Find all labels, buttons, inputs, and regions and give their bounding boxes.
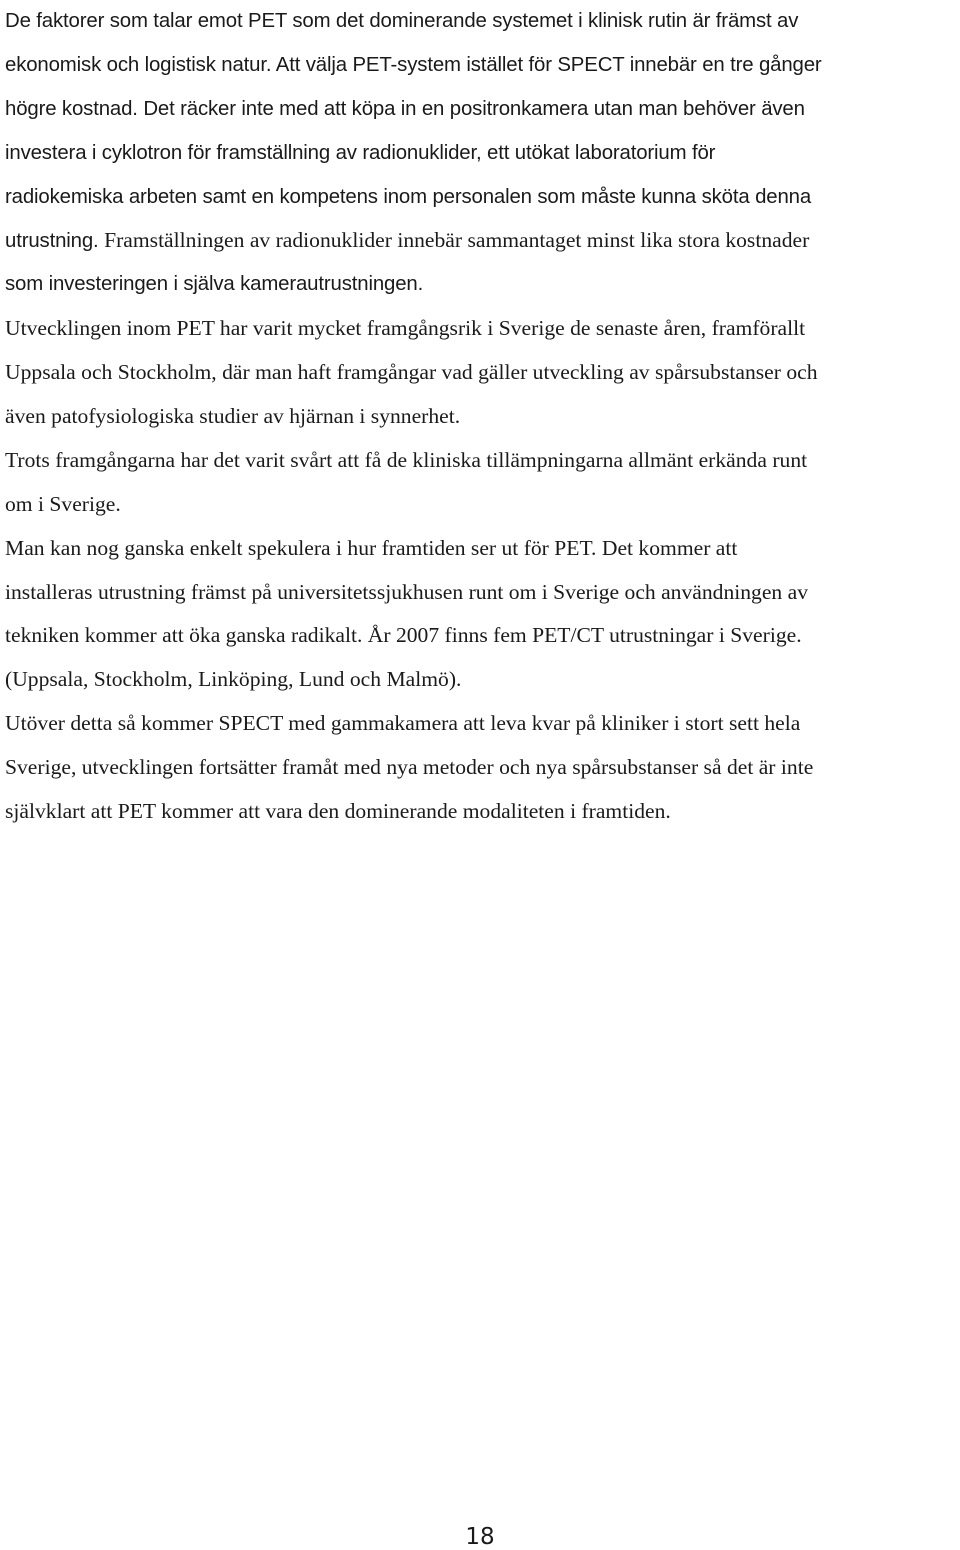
text-line — [5, 483, 960, 527]
text-segment: installeras utrustning främst på universitetssjukhusen runt om i Sverige och användningen av — [5, 579, 809, 604]
text-segment: radiokemiska arbeten samt en kompetens inom personalen som måste kunna sköta denna — [5, 185, 812, 208]
text-line — [5, 395, 960, 439]
text-line — [5, 746, 960, 790]
text-segment: (Uppsala, Stockholm, Linköping, Lund och Malmö). — [5, 667, 462, 692]
text-line — [5, 790, 960, 834]
text-line — [5, 527, 960, 571]
text-line — [5, 351, 960, 395]
document-body — [5, 0, 960, 834]
text-segment: Sverige, utvecklingen fortsätter framåt med nya metoder och nya spårsubstanser så det är inte — [5, 755, 814, 780]
text-segment: självklart att PET kommer att vara den dominerande modaliteten i framtiden. — [5, 799, 671, 824]
text-segment: Utöver detta så kommer SPECT med gammakamera att leva kvar på kliniker i stort sett hela — [5, 711, 801, 736]
text-segment: Man kan nog ganska enkelt spekulera i hur framtiden ser ut för PET. — [5, 535, 602, 560]
paragraph — [5, 702, 960, 834]
text-segment: även patofysiologiska studier av hjärnan i synnerhet. — [5, 404, 461, 429]
text-line — [5, 88, 960, 132]
paragraph — [5, 307, 960, 439]
page-number: 18 — [465, 1524, 495, 1550]
text-segment: som investeringen i själva kamerautrustningen. — [5, 273, 424, 296]
text-segment: högre kostnad. — [5, 97, 144, 120]
text-line — [5, 0, 960, 44]
text-line — [5, 571, 960, 615]
text-segment: om i Sverige. — [5, 491, 121, 516]
text-segment: tekniken kommer att öka ganska radikalt. År 2007 finns fem PET/CT utrustningar i Sverige. — [5, 623, 802, 648]
text-line — [5, 614, 960, 658]
text-line — [5, 44, 960, 88]
text-line — [5, 263, 960, 307]
text-line — [5, 307, 960, 351]
paragraph — [5, 439, 960, 527]
text-line — [5, 132, 960, 176]
text-segment: Utvecklingen inom PET har varit mycket framgångsrik i Sverige de senaste åren, framförallt — [5, 316, 806, 341]
text-segment: Det räcker inte med att köpa in en positronkamera utan man behöver även — [143, 97, 805, 120]
text-line — [5, 176, 960, 220]
text-line — [5, 219, 960, 263]
text-segment: Det kommer att — [601, 535, 738, 560]
text-segment: ekonomisk och logistisk natur. Att välja PET-system istället för SPECT innebär en tre gånger — [5, 53, 822, 76]
text-line — [5, 658, 960, 702]
text-segment: Uppsala och Stockholm, där man haft framgångar vad gäller utveckling av spårsubstanser och — [5, 360, 818, 385]
text-segment: Trots framgångarna har det varit svårt att få de kliniska tillämpningarna allmänt erkända runt — [5, 447, 808, 472]
text-segment: De faktorer som talar emot PET som det dominerande systemet i klinisk rutin är främst av — [5, 10, 799, 32]
text-line — [5, 439, 960, 483]
text-segment: investera i cyklotron för framställning av radionuklider, ett utökat laboratorium för — [5, 141, 716, 164]
text-segment: utrustning. — [5, 230, 105, 253]
paragraph — [5, 527, 960, 703]
text-segment: Framställningen av radionuklider innebär sammantaget minst lika stora kostnader — [104, 228, 810, 253]
paragraph — [5, 0, 960, 307]
text-line — [5, 702, 960, 746]
